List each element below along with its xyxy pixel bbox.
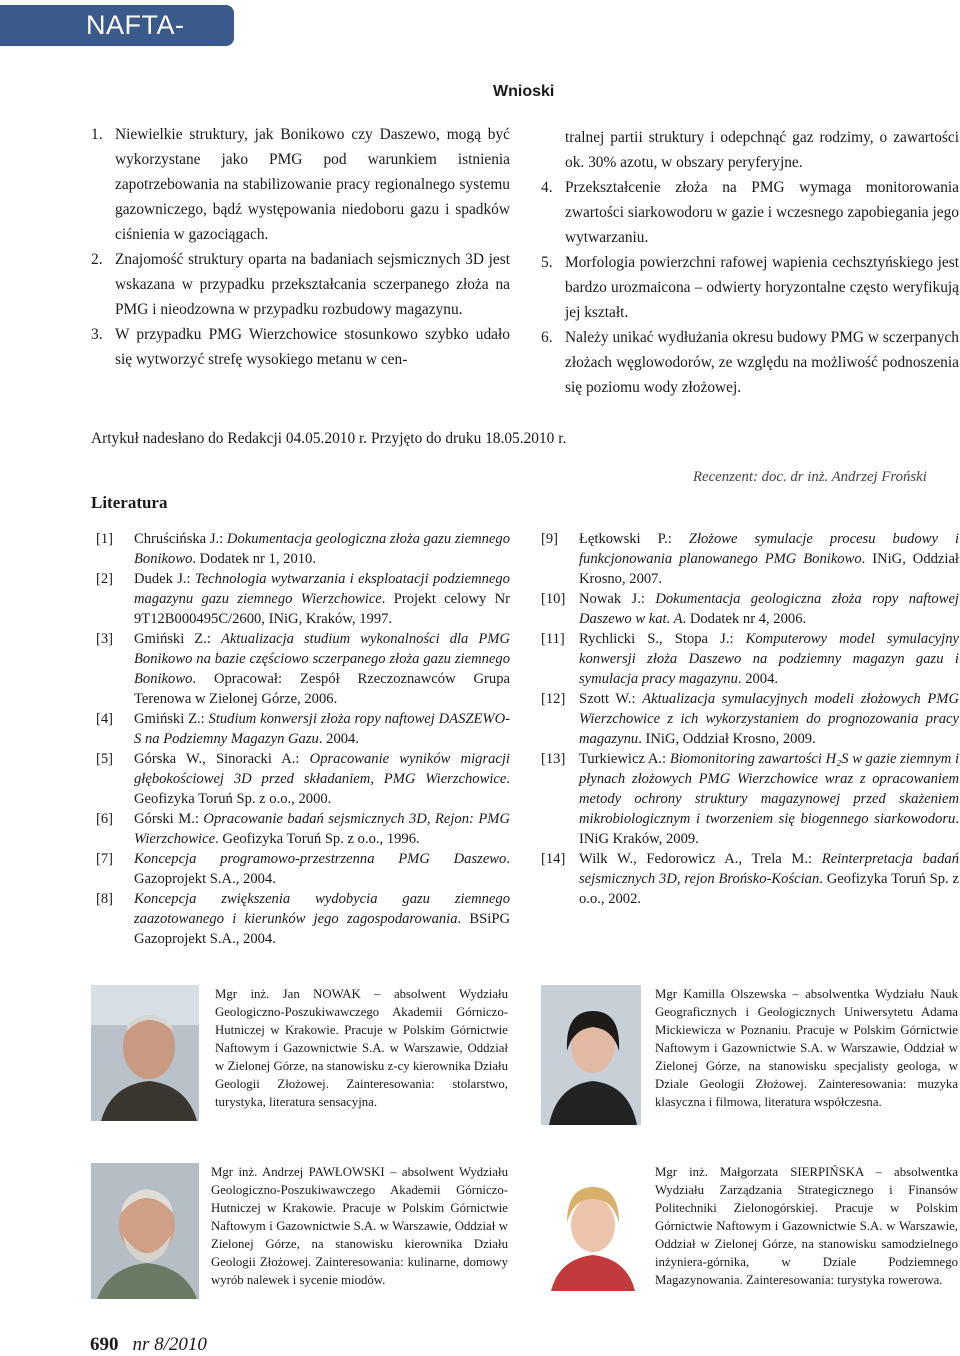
reference-title: Aktualizacja studium wykonalności dla PMG Bonikowo na bazie częściowo sczerpanego złoża gazu ziemnego Bonikowo (134, 631, 511, 687)
conclusions-right-column (541, 125, 959, 400)
page-number: 690 (90, 1334, 119, 1355)
reference-details: . INiG, Oddział Krosno, 2007. (579, 551, 959, 587)
conclusion-number: 2. (91, 251, 103, 268)
reference-details: . INiG Kraków, 2009. (579, 811, 959, 847)
reference-number: [8] (96, 891, 114, 907)
reference-authors: Chruścińska J.: (134, 531, 224, 547)
reference-authors: Górski M.: (134, 811, 199, 827)
reference-number: [1] (96, 531, 114, 547)
reference-number: [11] (541, 631, 565, 647)
reference-number: [5] (96, 751, 114, 767)
reference-item (96, 529, 510, 569)
conclusion-text: Przekształcenie złoża na PMG wymaga monitorowania zwartości siarkowodoru w gazie i wczesnego zapobiegania jego wytwarzaniu. (565, 179, 959, 246)
reference-number: [6] (96, 811, 114, 827)
conclusion-item (541, 325, 959, 400)
reference-authors: Turkiewicz A.: (579, 751, 667, 767)
reference-authors: Rychlicki S., Stopa J.: (579, 631, 734, 647)
reference-authors: Gmiński Z.: (134, 711, 205, 727)
conclusions-left-column (91, 122, 510, 372)
journal-header: NAFTA-GAZ (0, 5, 234, 46)
reference-item (96, 749, 510, 809)
reference-item (541, 589, 959, 629)
conclusion-number: 4. (541, 179, 553, 196)
reference-item (541, 629, 959, 689)
reference-details: . Dodatek nr 4, 2006. (682, 611, 807, 627)
reference-title: Opracowanie wyników migracji głębokościowej 3D przed składaniem, PMG Wierzchowice (134, 751, 510, 787)
reference-item (541, 849, 959, 909)
reference-authors: Gmiński Z.: (134, 631, 211, 647)
reference-title: Złożowe symulacje procesu budowy i funkcjonowania planowanego PMG Bonikowo (579, 531, 959, 567)
conclusion-text: Morfologia powierzchni rafowej wapienia cechsztyńskiego jest bardzo urozmaicona – odwierty horyzontalne często weryfikują jej kształt. (565, 254, 959, 321)
issue-label: nr 8/2010 (132, 1334, 207, 1355)
reference-details: . 2004. (737, 671, 779, 687)
conclusion-item (91, 122, 510, 247)
author-photo-sierpinska (541, 1163, 641, 1291)
reference-details: . Gazoprojekt S.A., 2004. (134, 851, 510, 887)
conclusion-continuation: tralnej partii struktury i odepchnąć gaz rodzimy, o zawartości ok. 30% azotu, w obszary peryferyjne. (565, 129, 959, 171)
reference-number: [4] (96, 711, 114, 727)
reference-title: Komputerowy model symulacyjny konwersji złoża Daszewo na podziemny magazyn gazu i symulacja pracy magazynu (579, 631, 959, 687)
reference-details: . 2004. (318, 731, 359, 747)
reference-item (96, 889, 510, 949)
conclusion-number: 5. (541, 254, 553, 271)
literature-right-column (541, 529, 959, 909)
conclusion-text: Należy unikać wydłużania okresu budowy PMG w sczerpanych złożach węglowodorów, ze względu na możliwość podnoszenia się poziomu wody złożowej. (565, 329, 959, 396)
reference-details: . Geofizyka Toruń Sp. z o.o., 2002. (579, 871, 959, 907)
conclusion-number: 3. (91, 326, 103, 343)
reference-number: [9] (541, 531, 559, 547)
reference-item (96, 849, 510, 889)
reference-number: [2] (96, 571, 114, 587)
reference-title: Koncepcja zwiększenia wydobycia gazu ziemnego zaazotowanego i kierunków jego zagospodarowania (134, 891, 510, 927)
reference-title: Technologia wytwarzania i eksploatacji podziemnego magazynu gazu ziemnego Wierzchowice (134, 571, 510, 607)
reference-title: Studium konwersji złoża ropy naftowej DASZEWO-S na Podziemny Magazyn Gazu (134, 711, 510, 747)
reference-number: [14] (541, 851, 566, 867)
reference-details: . Projekt celowy Nr 9T12B000495C/2600, INiG, Kraków, 1997. (134, 591, 511, 627)
reference-title: Reinterpretacja badań sejsmicznych 3D, rejon Brońsko-Kościan (579, 851, 959, 887)
author-bio-nowak: Mgr inż. Jan NOWAK – absolwent Wydziału Geologiczno-Poszukiwawczego Akademii Górniczo-Hutniczej w Krakowie. Pracuje w Polskim Górnictwie Naftowym i Gazownictwie S.A. w Warszawie, Oddział w Zielonej Górze, na stanowisku z-cy kierownika Działu Geologii Złożowej. Zainteresowania: stolarstwo, turystyka, literatura sensacyjna. (215, 987, 508, 1109)
reference-details: . Opracował: Zespół Rzeczoznawców Grupa Terenowa w Zielonej Górze, 2006. (134, 671, 510, 707)
reference-item (96, 709, 510, 749)
conclusion-item (541, 175, 959, 250)
reference-details: . Geofizyka Toruń Sp. z o.o., 2000. (134, 771, 510, 807)
submission-note: Artykuł nadesłano do Redakcji 04.05.2010 r. Przyjęto do druku 18.05.2010 r. (91, 430, 567, 447)
reference-details: . BSiPG Gazoprojekt S.A., 2004. (134, 911, 510, 947)
reference-authors: Łętkowski P.: (579, 531, 672, 547)
reference-title: Aktualizacja symulacyjnych modeli złożowych PMG Wierzchowice z ich wykorzystaniem do prognozowania pracy magazynu (579, 691, 959, 747)
author-bio-sierpinska: Mgr inż. Małgorzata SIERPIŃSKA – absolwentka Wydziału Zarządzania Strategicznego i Finansów Politechniki Zielonogórskiej. Pracuje w Polskim Górnictwie Naftowym i Gazownictwie S.A. w Warszawie, Oddział w Zielonej Górze, na stanowisku samodzielnego inżyniera-górnika, w Dziale Podziemnego Magazynowania. Zainteresowania: turystyka rowerowa. (655, 1165, 958, 1287)
author-photo-nowak (91, 985, 199, 1121)
conclusion-text: W przypadku PMG Wierzchowice stosunkowo szybko udało się wytworzyć strefę wysokiego metanu w cen- (115, 326, 510, 368)
reference-authors: Nowak J.: (579, 591, 645, 607)
reference-authors: Górska W., Sinoracki A.: (134, 751, 300, 767)
reference-details: . INiG, Oddział Krosno, 2009. (638, 731, 816, 747)
conclusion-item (91, 247, 510, 322)
reference-item (541, 689, 959, 749)
reference-number: [10] (541, 591, 566, 607)
author-photo-pawlowski (91, 1163, 199, 1299)
conclusion-number: 1. (91, 126, 103, 143)
reviewer-note: Recenzent: doc. dr inż. Andrzej Froński (693, 469, 927, 485)
conclusion-number: 6. (541, 329, 553, 346)
reference-title: Koncepcja programowo-przestrzenna PMG Daszewo (134, 851, 507, 867)
reference-title: Dokumentacja geologiczna złoża ropy naftowej Daszewo w kat. A (579, 591, 959, 627)
reference-number: [7] (96, 851, 114, 867)
reference-item (96, 809, 510, 849)
author-photo-olszewska (541, 985, 641, 1125)
reference-number: [13] (541, 751, 566, 767)
reference-title: Biomonitoring zawartości H₂S w gazie ziemnym i płynach złożowych PMG Wierzchowice wraz z opracowaniem metody ochrony struktury magazynowej przed skażeniem mikrobiologicznym i tworzeniem się biogennego siarkowodoru (579, 751, 960, 827)
conclusion-item (91, 322, 510, 372)
author-bio-pawlowski: Mgr inż. Andrzej PAWŁOWSKI – absolwent Wydziału Geologiczno-Poszukiwawczego Akademii Górniczo-Hutniczej w Krakowie. Pracuje w Polskim Górnictwie Naftowym i Gazownictwie S.A. w Warszawie, Oddział w Zielonej Górze, na stanowisku kierownika Działu Geologii Złożowej. Zainteresowania: kulinarne, domowy wyrób nalewek i sycenie miodów. (211, 1165, 508, 1287)
reference-details: . Geofizyka Toruń Sp. z o.o., 1996. (215, 831, 420, 847)
reference-authors: Szott W.: (579, 691, 636, 707)
conclusion-text: Znajomość struktury oparta na badaniach sejsmicznych 3D jest wskazana w przypadku przekształcania sczerpanego złoża na PMG i nieodzowna w przypadku rozbudowy magazynu. (115, 251, 510, 318)
reference-authors: Wilk W., Fedorowicz A., Trela M.: (579, 851, 813, 867)
conclusion-item (541, 250, 959, 325)
literature-left-column (96, 529, 510, 949)
reference-item (541, 529, 959, 589)
literature-title: Literatura (91, 493, 168, 512)
conclusions-title: Wnioski (493, 83, 555, 100)
reference-item (541, 749, 959, 849)
reference-item (96, 569, 510, 629)
reference-title: Dokumentacja geologiczna złoża gazu ziemnego Bonikowo (134, 531, 510, 567)
page-footer (90, 1334, 207, 1356)
reference-authors: Dudek J.: (134, 571, 191, 587)
reference-item (96, 629, 510, 709)
author-bio-olszewska: Mgr Kamilla Olszewska – absolwentka Wydziału Nauk Geograficznych i Geologicznych Uniwersytetu Adama Mickiewicza w Poznaniu. Pracuje w Polskim Górnictwie Naftowym i Gazownictwie S.A. w Warszawie, Oddział w Zielonej Górze, na stanowisku specjalisty geologa, w Dziale Geologii Złożowej. Zainteresowania: muzyka klasyczna i filmowa, literatura współczesna. (655, 987, 958, 1109)
reference-number: [3] (96, 631, 114, 647)
reference-details: . Dodatek nr 1, 2010. (192, 551, 316, 567)
reference-number: [12] (541, 691, 566, 707)
reference-title: Opracowanie badań sejsmicznych 3D, Rejon: PMG Wierzchowice (134, 811, 510, 847)
conclusion-text: Niewielkie struktury, jak Bonikowo czy Daszewo, mogą być wykorzystane jako PMG pod warunkiem istnienia zapotrzebowania na stabilizowanie pracy regionalnego systemu gazowniczego, bądź występowania niedoboru gazu i spadków ciśnienia w gazociągach. (115, 126, 510, 243)
